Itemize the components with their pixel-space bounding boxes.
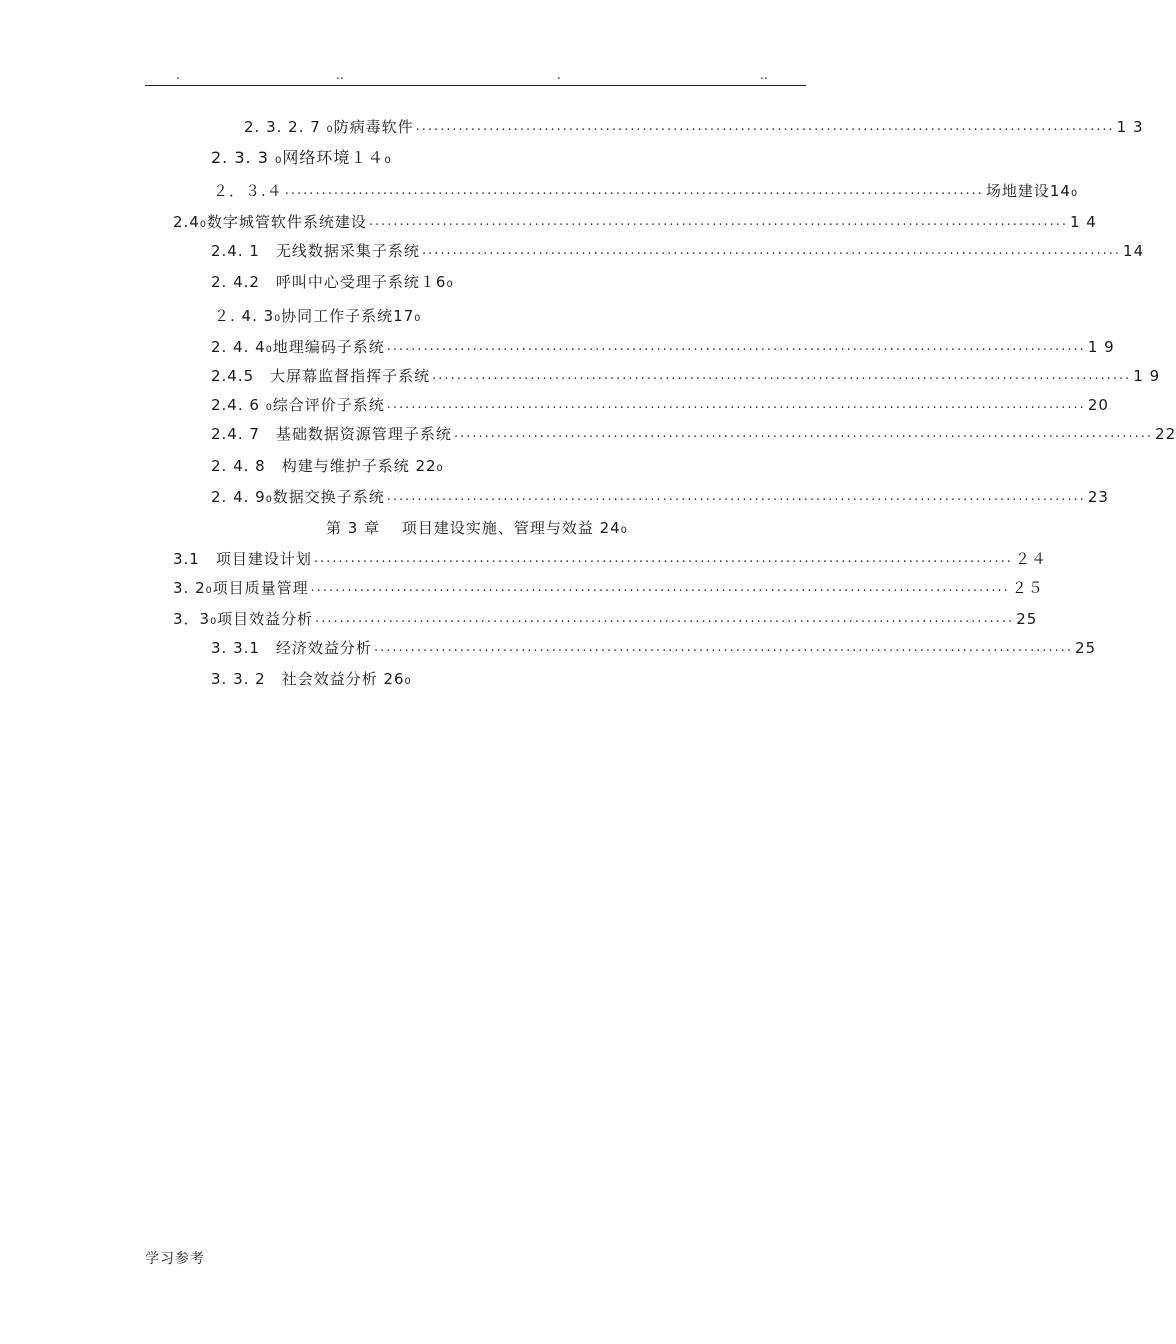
toc-entry[interactable] — [211, 669, 412, 689]
toc-entry-title: 3．3₀项目效益分析 — [173, 610, 314, 628]
toc-entry[interactable] — [213, 181, 1078, 201]
toc-page: 1 3 — [1116, 118, 1144, 136]
toc-chapter-heading[interactable] — [326, 518, 628, 538]
toc-leader: .................................................................................................................. — [421, 243, 1122, 258]
toc-page: 22 — [1155, 425, 1176, 443]
toc-entry-title: 2.4. 7 基础数据资源管理子系统 — [211, 425, 452, 443]
toc-entry-title: 2. 4. 4₀地理编码子系统 — [211, 338, 385, 356]
toc-entry-title: 2.4. 6 ₀综合评价子系统 — [211, 396, 385, 414]
toc-entry[interactable] — [173, 578, 1044, 598]
toc-leader: .................................................................................................................. — [386, 489, 1086, 504]
toc-page: 20 — [1087, 396, 1109, 414]
toc-leader: .................................................................................................................. — [315, 611, 1015, 626]
toc-entry[interactable] — [214, 306, 421, 326]
toc-entry-title: 3. 3. 2 社会效益分析 26₀ — [211, 670, 412, 688]
toc-entry-title: 2.4₀数字城管软件系统建设 — [173, 213, 367, 231]
toc-entry[interactable] — [211, 272, 454, 292]
toc-entry-title: ２．３.４ — [213, 182, 283, 200]
toc-entry[interactable] — [173, 609, 1038, 629]
toc-leader: .................................................................................................................. — [368, 214, 1068, 229]
header-rule — [145, 85, 806, 86]
toc-entry-title: 3.1 项目建设计划 — [173, 550, 312, 568]
header-dot: . — [557, 68, 561, 82]
toc-entry[interactable] — [211, 638, 1097, 658]
toc-entry[interactable] — [211, 456, 444, 476]
toc-page: 1 9 — [1087, 338, 1115, 356]
toc-entry[interactable] — [244, 117, 1144, 137]
toc-leader: .................................................................................................................. — [284, 183, 984, 198]
toc-entry[interactable] — [211, 241, 1145, 261]
toc-leader: .................................................................................................................. — [415, 119, 1115, 134]
toc-entry[interactable] — [211, 337, 1115, 357]
toc-entry[interactable] — [211, 487, 1109, 507]
toc-entry-title: 2.4. 1 无线数据采集子系统 — [211, 242, 420, 260]
toc-leader: .................................................................................................................. — [386, 339, 1086, 354]
toc-entry-title: 2. 4. 8 构建与维护子系统 22₀ — [211, 457, 444, 475]
toc-page: 1 9 — [1133, 367, 1161, 385]
toc-entry[interactable] — [211, 424, 1176, 444]
page-footer: 学习参考 — [145, 1251, 205, 1267]
toc-leader: .................................................................................................................. — [432, 368, 1132, 383]
toc-leader: .................................................................................................................. — [386, 397, 1086, 412]
toc-entry[interactable] — [211, 395, 1109, 415]
toc-entry[interactable] — [211, 366, 1161, 386]
toc-page: 23 — [1087, 488, 1109, 506]
toc-entry-title: ２. 4. 3₀协同工作子系统17₀ — [214, 307, 422, 325]
toc-entry-title: 2. 3. 2. 7 ₀防病毒软件 — [244, 118, 414, 136]
toc-entry[interactable] — [173, 212, 1097, 232]
toc-entry-title: 第 3 章 项目建设实施、管理与效益 24₀ — [326, 519, 628, 537]
toc-page: 1 4 — [1069, 213, 1097, 231]
toc-entry-title: 2. 3. 3 ₀网络环境１４₀ — [211, 148, 392, 167]
toc-entry-title: 2. 4. 9₀数据交换子系统 — [211, 488, 385, 506]
toc-page: 场地建设14₀ — [985, 182, 1078, 200]
toc-page: ２４ — [1014, 550, 1047, 568]
toc-entry[interactable] — [173, 549, 1047, 569]
toc-entry-title: 2. 4.2 呼叫中心受理子系统１6₀ — [211, 273, 454, 291]
toc-leader: .................................................................................................................. — [310, 580, 1010, 595]
toc-leader: .................................................................................................................. — [313, 551, 1013, 566]
toc-entry-title: 3. 2₀项目质量管理 — [173, 579, 309, 597]
header-dot: . — [176, 68, 180, 82]
toc-page: 25 — [1075, 639, 1097, 657]
toc-page: ２５ — [1011, 579, 1044, 597]
toc-entry[interactable] — [211, 148, 392, 168]
toc-leader: .................................................................................................................. — [453, 426, 1154, 441]
toc-entry-title: 2.4.5 大屏幕监督指挥子系统 — [211, 367, 431, 385]
toc-page: 25 — [1016, 610, 1038, 628]
header-dot: .. — [760, 68, 768, 82]
toc-entry-title: 3. 3.1 经济效益分析 — [211, 639, 372, 657]
toc-page: 14 — [1123, 242, 1145, 260]
toc-leader: .................................................................................................................. — [373, 640, 1074, 655]
header-dot: .. — [336, 68, 344, 82]
